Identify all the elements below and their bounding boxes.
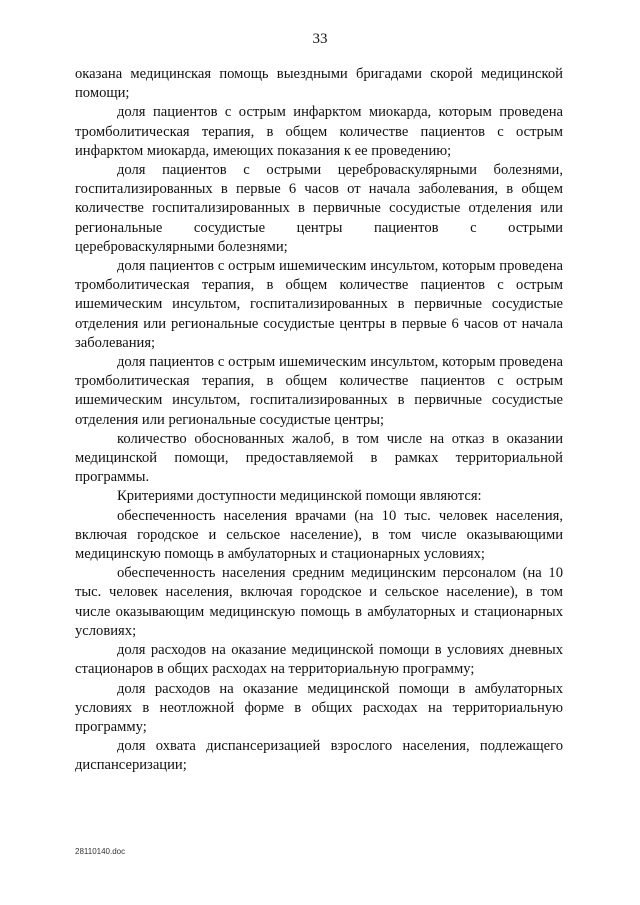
paragraph-2: доля пациентов с острым инфарктом миокарда, которым проведена тромболитическая терапия, в общем количестве пациентов с острым инфарктом миокарда, имеющих показания к ее проведению; [75,104,563,159]
paragraph-3: доля пациентов с острыми цереброваскулярными болезнями, госпитализированных в первые 6 часов от начала заболевания, в общем количестве госпитализированных в первичные сосудистые отделения или региональные сосудистые центры пациентов с острыми цереброваскулярными болезнями; [75,162,563,255]
paragraph-9: обеспеченность населения средним медицинским персоналом (на 10 тыс. человек населения, включая городское и сельское население), в том числе оказывающим медицинскую помощь в амбулаторных и стационарных условиях; [75,565,563,639]
paragraph-10: доля расходов на оказание медицинской помощи в условиях дневных стационаров в общих расходах на территориальную программу; [75,642,563,678]
paragraph-12: доля охвата диспансеризацией взрослого населения, подлежащего диспансеризации; [75,738,563,774]
paragraph-8: обеспеченность населения врачами (на 10 тыс. человек населения, включая городское и сельское население), в том числе оказывающими медицинскую помощь в амбулаторных и стационарных условиях; [75,507,563,563]
paragraph-7: Критериями доступности медицинской помощи являются: [117,488,482,505]
paragraph-6: количество обоснованных жалоб, в том числе на отказ в оказании медицинской помощи, предоставляемой в рамках территориальной программы. [75,430,563,486]
paragraph-11: доля расходов на оказание медицинской помощи в амбулаторных условиях в неотложной форме в общих расходах на территориальную программу; [75,680,563,735]
page-number: 33 [312,31,328,47]
paragraph-5: доля пациентов с острым ишемическим инсультом, которым проведена тромболитическая терапия, в общем количестве пациентов с острым ишемическим инсультом, госпитализированных в первичные сосудистые отделения или региональные сосудистые центры; [75,354,563,428]
footer-filename: 28110140.doc [75,847,126,856]
paragraph-1: оказана медицинская помощь выездными бригадами скорой медицинской помощи; [75,66,563,102]
paragraph-4: доля пациентов с острым ишемическим инсультом, которым проведена тромболитическая терапия, в общем количестве пациентов с острым ишемическим инсультом, госпитализированных в первичные сосудистые отделения или региональные сосудистые центры в первые 6 часов от начала заболевания; [75,258,563,351]
document-body [75,65,563,776]
